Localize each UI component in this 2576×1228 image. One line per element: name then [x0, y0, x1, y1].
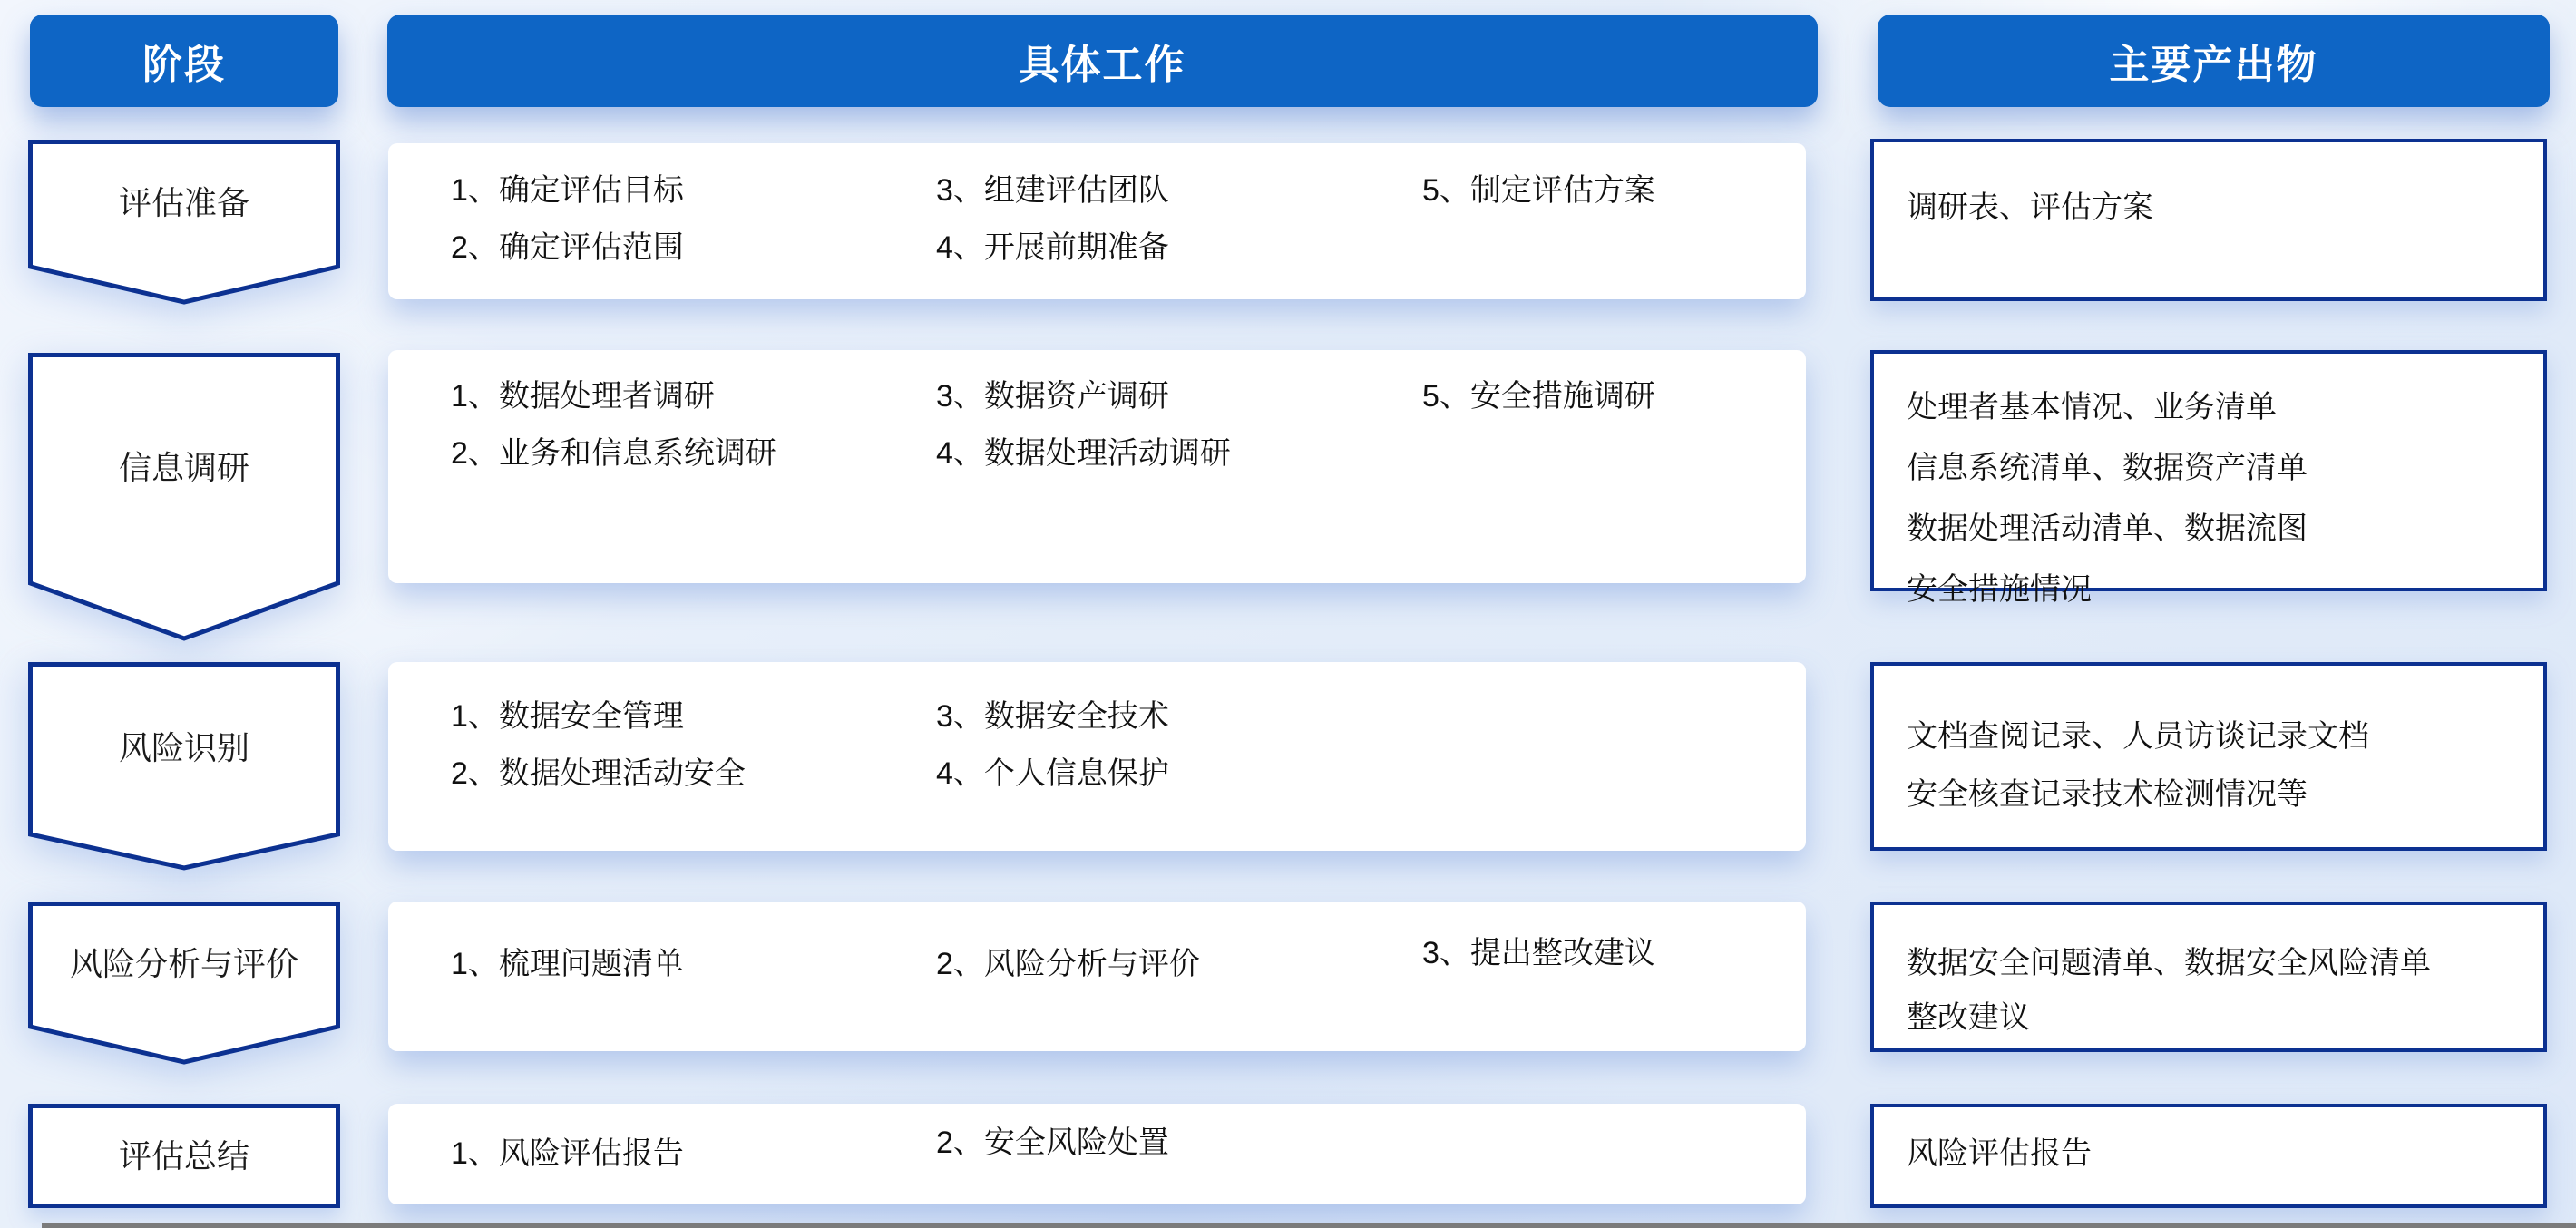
- stage-box-summary: [28, 1104, 340, 1208]
- work-item: 3、数据安全技术: [936, 699, 1169, 734]
- output-card-preparation: [1870, 139, 2547, 301]
- work-line: [451, 754, 1806, 794]
- work-line: [451, 434, 1806, 473]
- output-line: 信息系统清单、数据资产清单: [1907, 451, 2308, 485]
- work-card-summary: [388, 1104, 1806, 1204]
- work-card-risk-analysis: [388, 902, 1806, 1051]
- output-card-summary: [1870, 1104, 2547, 1208]
- work-item: 5、制定评估方案: [1422, 173, 1655, 208]
- stage-banner-risk-identification: [28, 662, 340, 871]
- stage-label: 风险识别: [118, 729, 249, 766]
- work-item: 1、确定评估目标: [451, 173, 684, 208]
- work-item: 3、提出整改建议: [1422, 936, 1655, 970]
- work-item: 3、数据资产调研: [936, 379, 1169, 414]
- output-card-risk-analysis: [1870, 902, 2547, 1052]
- work-item: 4、数据处理活动调研: [936, 436, 1231, 471]
- output-line: 整改建议: [1907, 1000, 2030, 1035]
- stage-label: 评估准备: [118, 184, 249, 221]
- work-item: 2、数据处理活动安全: [451, 756, 746, 791]
- work-line: [451, 171, 1806, 210]
- work-item: 2、安全风险处置: [936, 1126, 1169, 1160]
- stage-label: 评估总结: [118, 1136, 249, 1174]
- output-card-research: [1870, 350, 2547, 607]
- output-line: 数据处理活动清单、数据流图: [1907, 512, 2308, 546]
- stage-label: 风险分析与评价: [69, 945, 298, 982]
- stage-banner-research: [28, 353, 340, 641]
- work-item: 1、数据处理者调研: [451, 379, 715, 414]
- work-item: 4、个人信息保护: [936, 756, 1169, 791]
- work-line: [451, 376, 1806, 416]
- output-line: 调研表、评估方案: [1907, 190, 2153, 225]
- output-line: 安全措施情况: [1907, 572, 2092, 607]
- work-item: 4、开展前期准备: [936, 230, 1169, 265]
- stage-banner-preparation: [28, 140, 340, 305]
- work-column-header: 具体工作: [387, 15, 1818, 107]
- output-line: 安全核查记录技术检测情况等: [1907, 777, 2308, 812]
- work-item: 2、确定评估范围: [451, 230, 684, 265]
- work-line: [451, 936, 1806, 984]
- work-card-research: [388, 350, 1806, 583]
- output-column-header: 主要产出物: [1878, 15, 2550, 107]
- work-card-risk-identification: [388, 662, 1806, 851]
- work-item: 3、组建评估团队: [936, 173, 1169, 208]
- bottom-divider: [42, 1223, 2576, 1228]
- output-line: 处理者基本情况、业务清单: [1907, 390, 2277, 424]
- output-line: 风险评估报告: [1907, 1136, 2092, 1171]
- work-line: [451, 228, 1806, 268]
- work-item: 2、业务和信息系统调研: [451, 436, 776, 471]
- stage-column-header: 阶段: [30, 15, 338, 107]
- work-item: 1、数据安全管理: [451, 699, 684, 734]
- banner-shape: [28, 353, 340, 641]
- work-item: 5、安全措施调研: [1422, 379, 1655, 414]
- output-line: 数据安全问题清单、数据安全风险清单: [1907, 946, 2431, 980]
- work-item: 1、梳理问题清单: [451, 947, 684, 981]
- work-line: [451, 697, 1806, 736]
- work-line: [451, 1126, 1806, 1174]
- work-item: 1、风险评估报告: [451, 1136, 684, 1171]
- output-line: 文档查阅记录、人员访谈记录文档: [1907, 719, 2369, 754]
- work-item: 2、风险分析与评价: [936, 947, 1200, 981]
- output-card-risk-identification: [1870, 662, 2547, 851]
- stage-label: 信息调研: [118, 449, 249, 486]
- stage-banner-risk-analysis: [28, 902, 340, 1065]
- work-card-preparation: [388, 143, 1806, 299]
